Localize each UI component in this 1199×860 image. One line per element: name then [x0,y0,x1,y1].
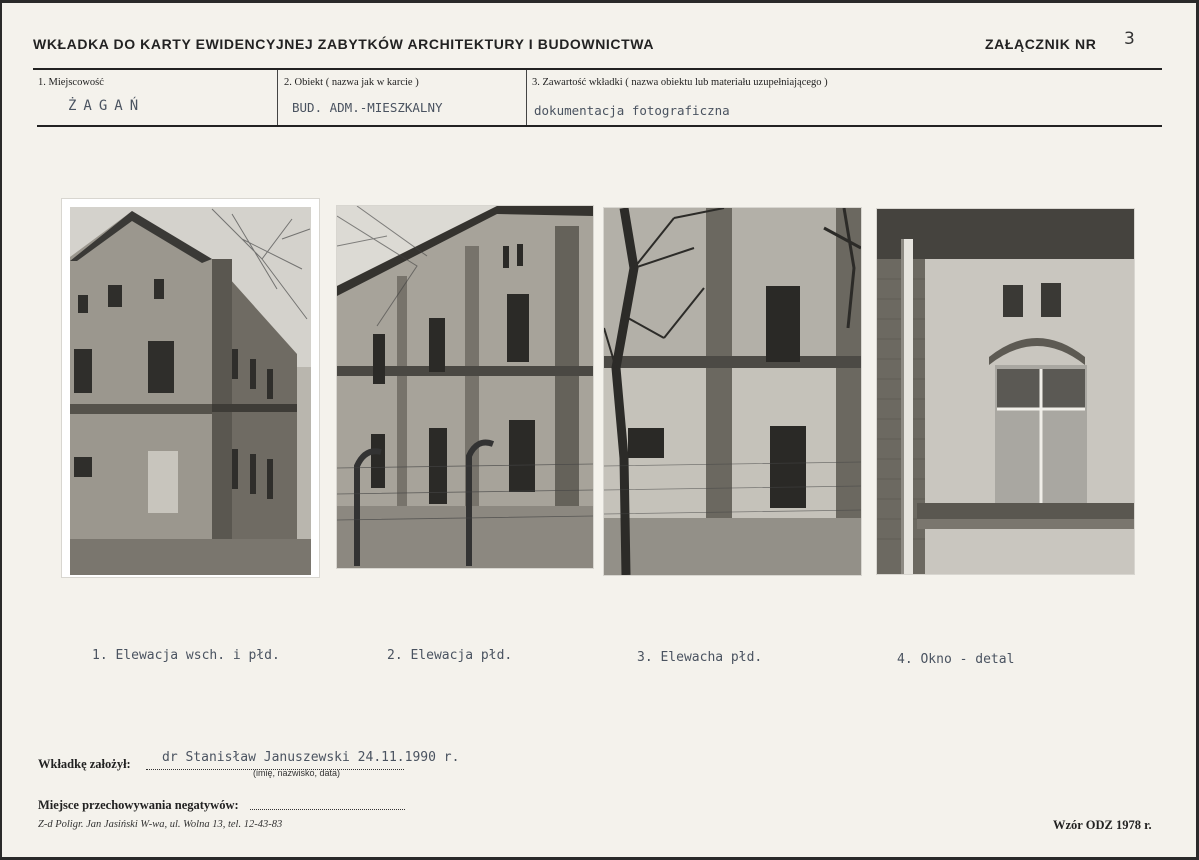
annex-number: 3 [1124,29,1135,49]
printer-imprint: Z-d Poligr. Jan Jasiński W-wa, ul. Wolna 13, tel. 12-43-83 [38,819,283,830]
created-by-label: Wkładkę założył: [38,757,131,771]
field-divider-2 [526,70,527,125]
photo-1-caption: 1. Elewacja wsch. i płd. [92,648,280,663]
header-rule-bottom [37,125,1162,127]
contents-value: dokumentacja fotograficzna [534,103,730,118]
field-divider-1 [277,70,278,125]
template-mark: Wzór ODZ 1978 r. [1053,818,1152,832]
photo-3-caption: 3. Elewacha płd. [637,650,763,665]
negatives-line [250,808,405,810]
photo-2-caption: 2. Elewacja płd. [387,648,513,663]
photo-4-caption: 4. Okno - detal [897,652,1015,667]
created-by-value: dr Stanisław Januszewski 24.11.1990 r. [162,750,460,765]
negatives-label: Miejsce przechowywania negatywów: [38,798,239,812]
created-by-hint: (imię, nazwisko, data) [253,768,341,778]
object-value: BUD. ADM.-MIESZKALNY [292,100,443,115]
annex-label: ZAŁĄCZNIK NR [985,36,1097,52]
photo-4 [876,208,1135,575]
photo-2 [336,205,594,569]
contents-label: 3. Zawartość wkładki ( nazwa obiektu lub materiału uzupełniającego ) [532,77,828,88]
locality-value: ŻAGAŃ [68,98,146,114]
header-rule-top [33,68,1162,70]
object-label: 2. Obiekt ( nazwa jak w karcie ) [284,77,419,88]
locality-label: 1. Miejscowość [38,77,104,88]
form-title: WKŁADKA DO KARTY EWIDENCYJNEJ ZABYTKÓW ARCHITEKTURY I BUDOWNICTWA [33,36,655,52]
photo-3 [603,207,862,576]
photo-1 [61,198,320,578]
